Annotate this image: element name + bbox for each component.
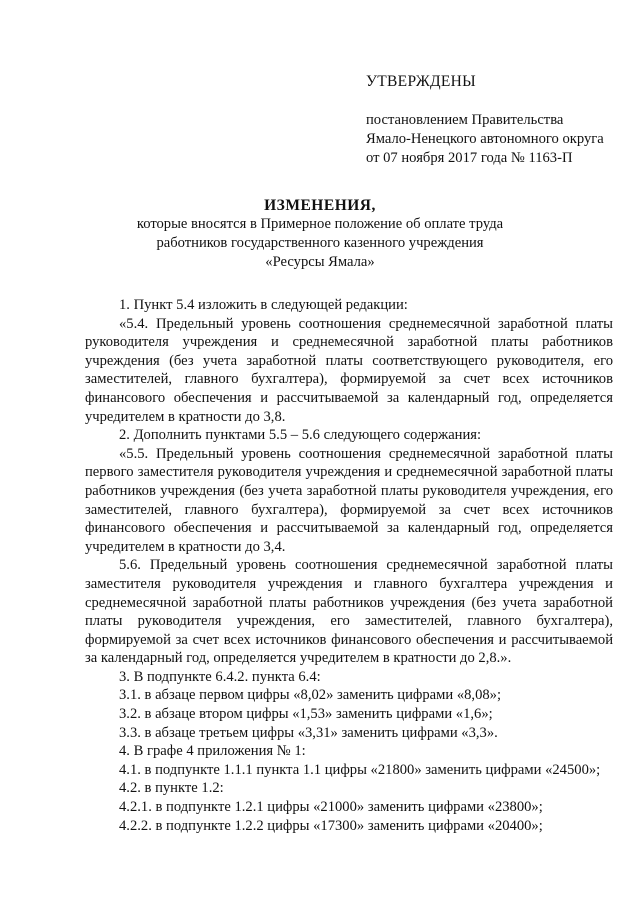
heading-line-2: работников государственного казенного учреждения	[156, 235, 484, 251]
heading-title: ИЗМЕНЕНИЯ,	[264, 197, 376, 214]
approval-line-3: от 07 ноября 2017 года № 1163-П	[366, 150, 573, 166]
item-2-text-5-5: «5.5. Предельный уровень соотношения среднемесячной заработной платы первого заместителя руководителя учреждения и среднемесячной заработной платы работников учреждения (без учета заработной платы руководителя учреждения, его заместителей, главного бухгалтера), формируемой за счет всех источников финансового обеспечения и рассчитываемой за календарный год, определяется учредителем в кратности до 3,4.	[85, 445, 613, 555]
heading-line-1: которые вносятся в Примерное положение об оплате труда	[136, 216, 504, 232]
document-body	[85, 296, 613, 835]
item-3: 3. В подпункте 6.4.2. пункта 6.4:	[119, 668, 321, 685]
approval-block	[366, 72, 604, 168]
item-3-2: 3.2. в абзаце втором цифры «1,53» заменить цифрами «1,6»;	[119, 706, 493, 723]
item-4-2-2: 4.2.2. в подпункте 1.2.2 цифры «17300» заменить цифрами «20400»;	[119, 817, 543, 834]
item-4-2: 4.2. в пункте 1.2:	[119, 780, 224, 797]
item-4-2-1: 4.2.1. в подпункте 1.2.1 цифры «21000» заменить цифрами «23800»;	[119, 799, 543, 816]
item-2-text-5-6: 5.6. Предельный уровень соотношения среднемесячной заработной платы заместителя руководителя учреждения и главного бухгалтера учреждения и среднемесячной заработной платы работников учреждения (без учета заработной платы руководителя учреждения, его заместителей, главного бухгалтера), формируемой за счет всех источников финансового обеспечения и рассчитываемой за календарный год, определяется учредителем в кратности до 2,8.».	[85, 557, 613, 667]
approval-line-1: постановлением Правительства	[366, 112, 564, 128]
heading-line-3: «Ресурсы Ямала»	[265, 254, 375, 270]
approval-title: УТВЕРЖДЕНЫ	[366, 73, 476, 90]
item-3-3: 3.3. в абзаце третьем цифры «3,31» заменить цифрами «3,3».	[119, 724, 498, 741]
item-4: 4. В графе 4 приложения № 1:	[119, 743, 306, 760]
item-1-text: «5.4. Предельный уровень соотношения среднемесячной заработной платы руководителя учреждения и среднемесячной заработной платы работников учреждения (без учета заработной платы соответствующего руководителя, его заместителей, главного бухгалтера), формируемой за счет всех источников финансового обеспечения и рассчитываемой за календарный год, определяется учредителем в кратности до 3,8.	[85, 315, 613, 425]
document-heading	[0, 196, 640, 272]
item-2: 2. Дополнить пунктами 5.5 – 5.6 следующего содержания:	[119, 427, 482, 444]
item-3-1: 3.1. в абзаце первом цифры «8,02» заменить цифрами «8,08»;	[119, 687, 502, 704]
item-1: 1. Пункт 5.4 изложить в следующей редакции:	[119, 297, 408, 313]
item-4-1: 4.1. в подпункте 1.1.1 пункта 1.1 цифры «21800» заменить цифрами «24500»;	[119, 761, 601, 778]
approval-line-2: Ямало-Ненецкого автономного округа	[366, 131, 604, 147]
